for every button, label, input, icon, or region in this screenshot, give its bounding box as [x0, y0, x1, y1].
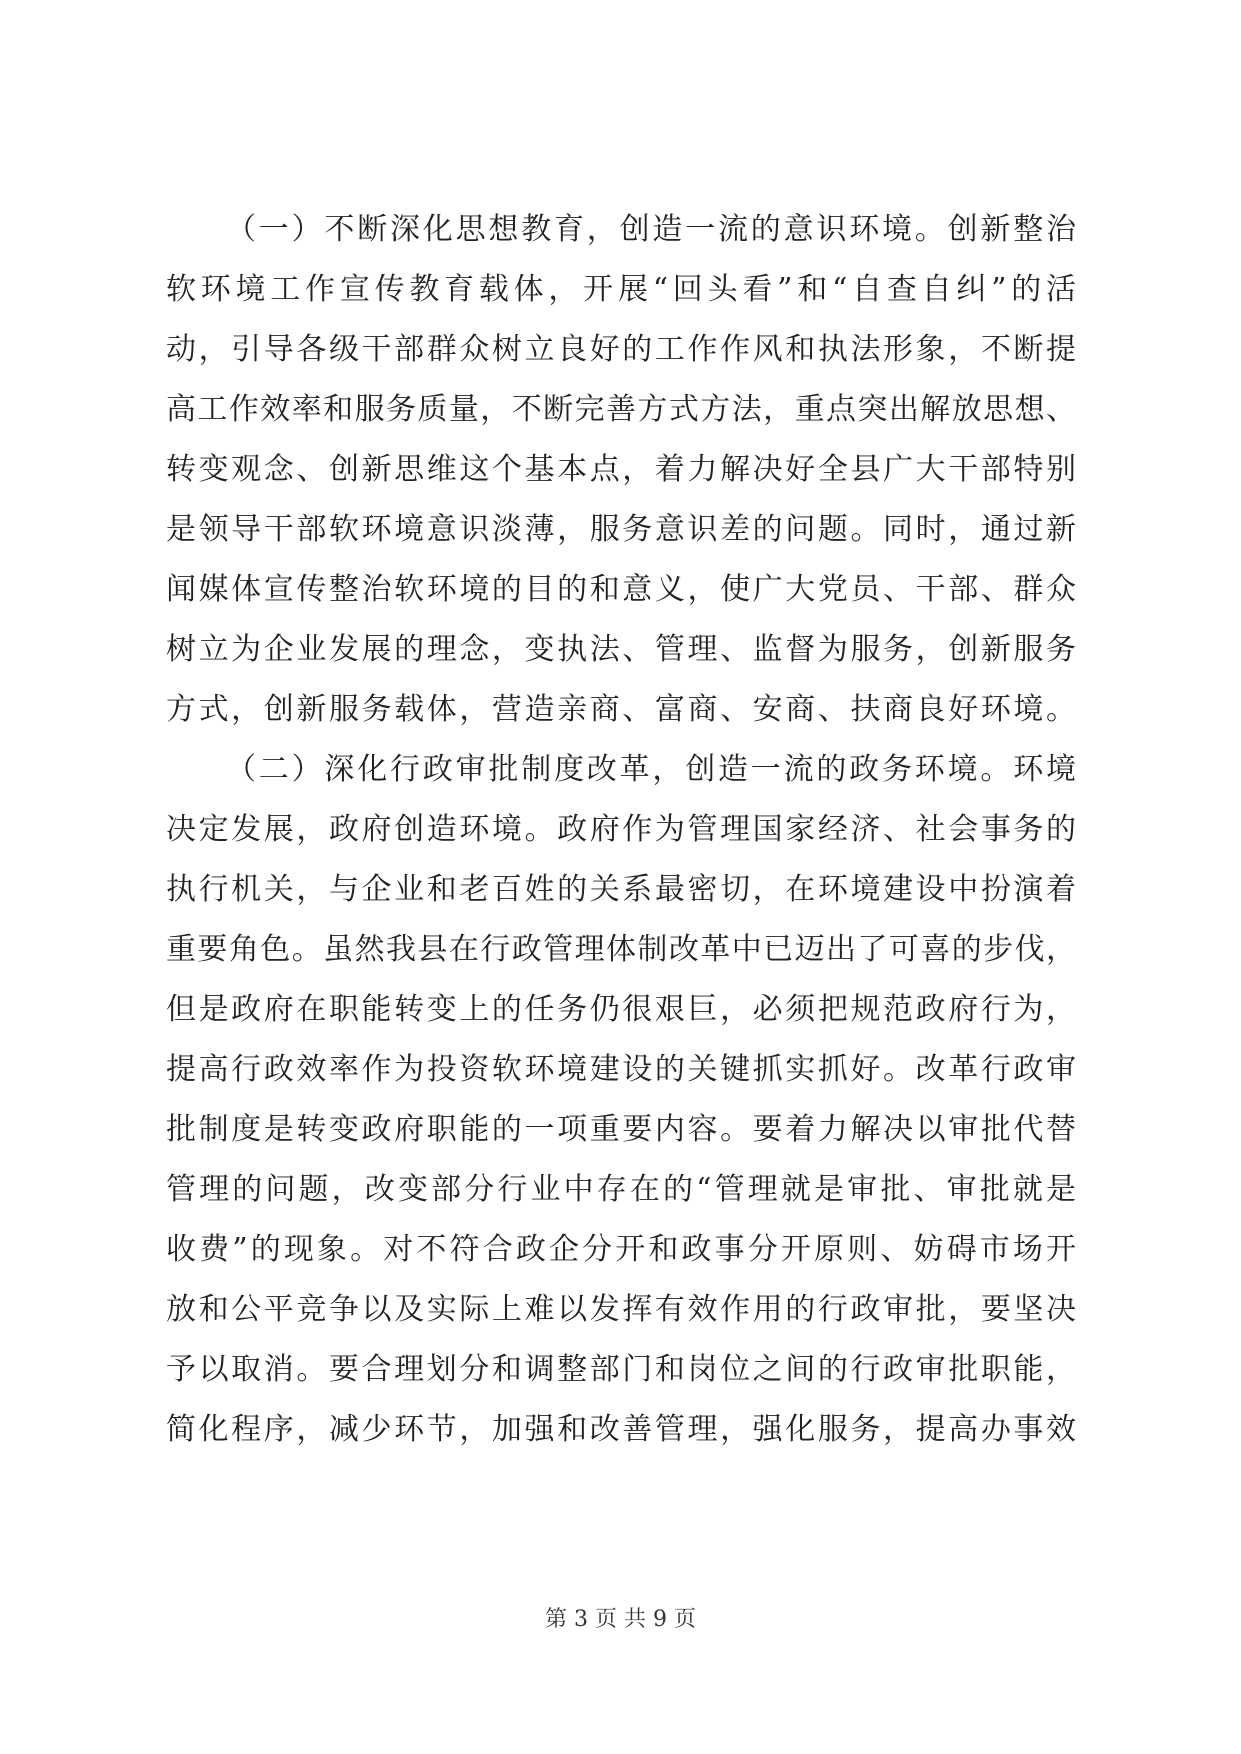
paragraph-2-line-4: 重要角色。虽然我县在行政管理体制改革中已迈出了可喜的步伐， [166, 932, 1076, 967]
paragraph-2-line-6: 提高行政效率作为投资软环境建设的关键抓实抓好。改革行政审 [166, 1052, 1076, 1087]
paragraph-2-line-5: 但是政府在职能转变上的任务仍很艰巨，必须把规范政府行为， [166, 992, 1076, 1027]
paragraph-2-line-9: 收费”的现象。对不符合政企分开和政事分开原则、妨碍市场开 [166, 1232, 1076, 1267]
paragraph-1-line-4: 高工作效率和服务质量，不断完善方式方法，重点突出解放思想、 [166, 392, 1076, 427]
paragraph-1-line-7: 闻媒体宣传整治软环境的目的和意义，使广大党员、干部、群众 [166, 572, 1076, 607]
paragraph-1-line-5: 转变观念、创新思维这个基本点，着力解决好全县广大干部特别 [166, 452, 1076, 487]
paragraph-2-line-1: （二）深化行政审批制度改革，创造一流的政务环境。环境 [226, 752, 1076, 787]
paragraph-1-line-2: 软环境工作宣传教育载体，开展“回头看”和“自查自纠”的活 [166, 272, 1076, 307]
paragraph-2-line-8: 管理的问题，改变部分行业中存在的“管理就是审批、审批就是 [166, 1172, 1076, 1207]
paragraph-2-line-10: 放和公平竞争以及实际上难以发挥有效作用的行政审批，要坚决 [166, 1292, 1076, 1327]
paragraph-2-line-7: 批制度是转变政府职能的一项重要内容。要着力解决以审批代替 [166, 1112, 1076, 1147]
paragraph-1-line-6: 是领导干部软环境意识淡薄，服务意识差的问题。同时，通过新 [166, 512, 1076, 547]
paragraph-2-line-12: 简化程序，减少环节，加强和改善管理，强化服务，提高办事效 [166, 1412, 1076, 1447]
paragraph-1-line-9: 方式，创新服务载体，营造亲商、富商、安商、扶商良好环境。 [166, 692, 1076, 727]
paragraph-1-line-1: （一）不断深化思想教育，创造一流的意识环境。创新整治 [226, 212, 1076, 247]
paragraph-1-line-8: 树立为企业发展的理念，变执法、管理、监督为服务，创新服务 [166, 632, 1076, 667]
paragraph-2-line-3: 执行机关，与企业和老百姓的关系最密切，在环境建设中扮演着 [166, 872, 1076, 907]
paragraph-2-line-11: 予以取消。要合理划分和调整部门和岗位之间的行政审批职能， [166, 1352, 1076, 1387]
paragraph-2-line-2: 决定发展，政府创造环境。政府作为管理国家经济、社会事务的 [166, 812, 1076, 847]
paragraph-1-line-3: 动，引导各级干部群众树立良好的工作作风和执法形象，不断提 [166, 332, 1076, 367]
page-number-footer: 第 3 页 共 9 页 [545, 1607, 696, 1632]
